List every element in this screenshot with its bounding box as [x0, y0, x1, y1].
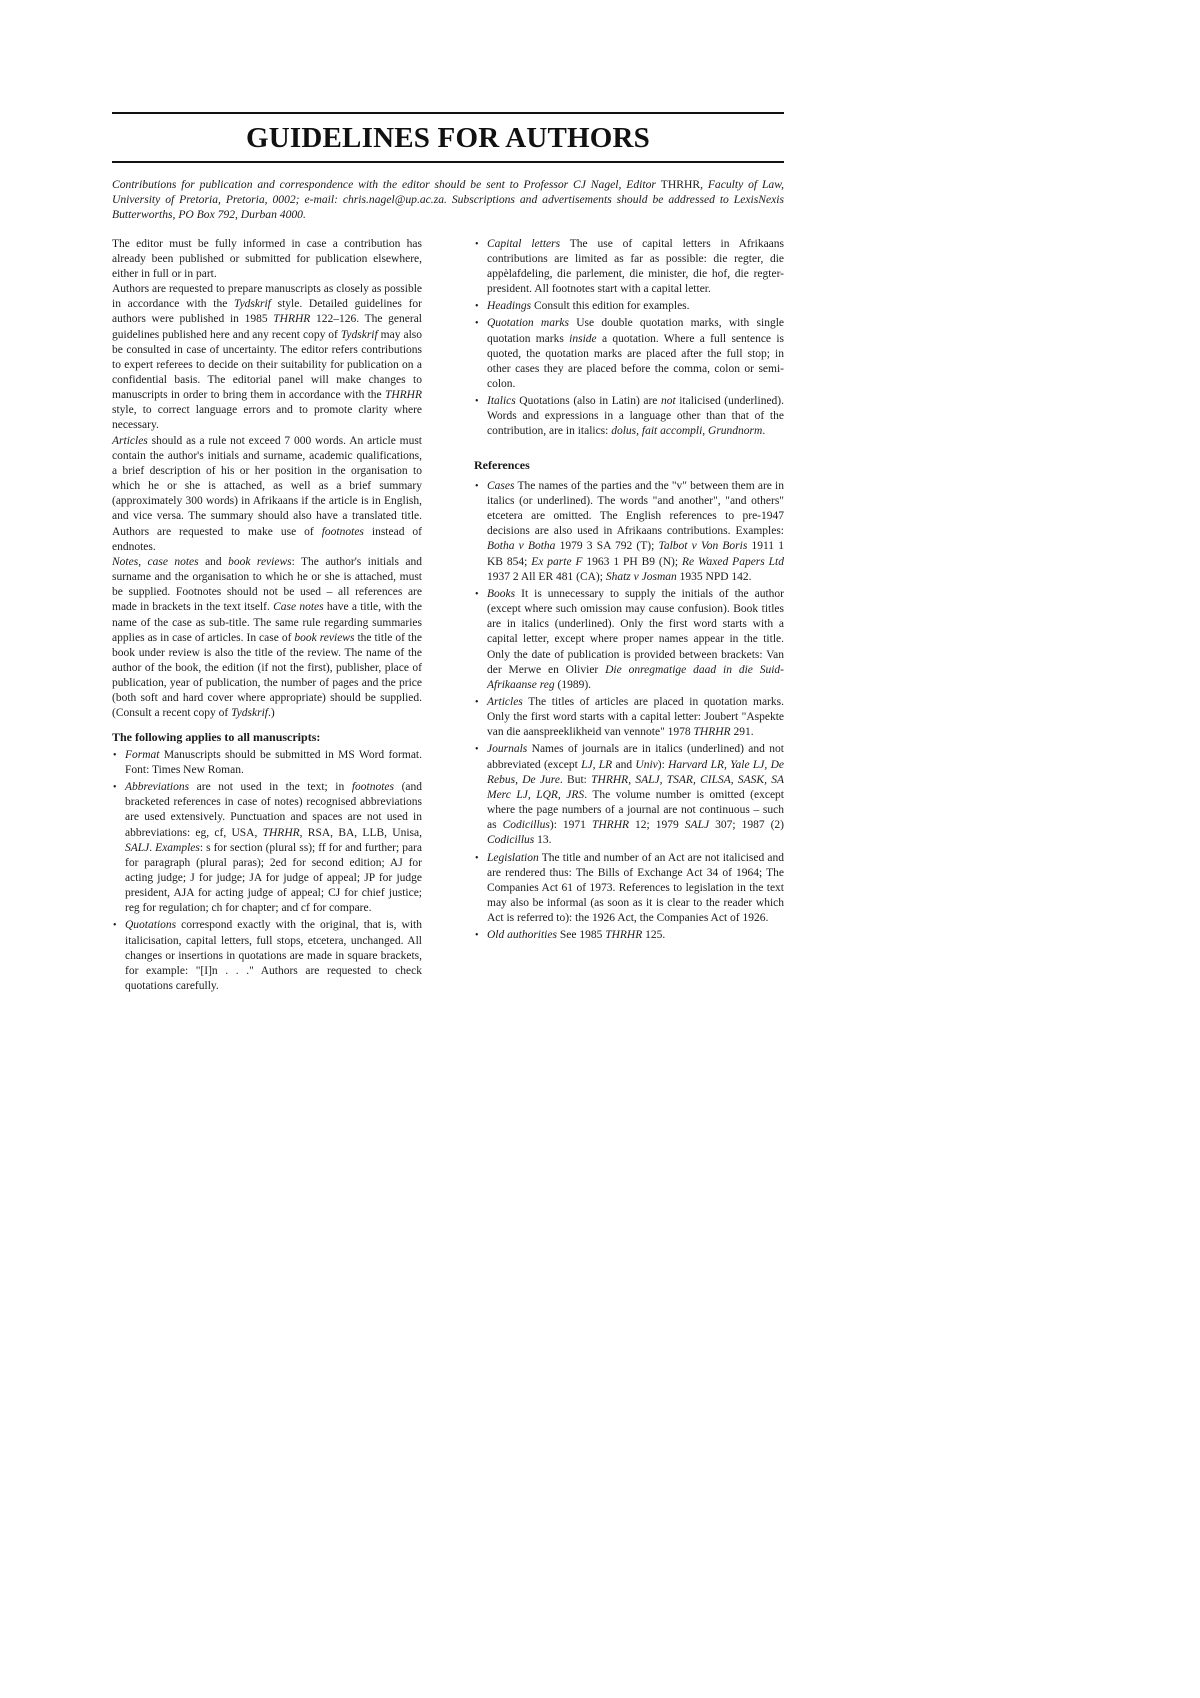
bullet-icon: • [475, 238, 479, 250]
right-column [474, 237, 784, 997]
top-rule [112, 112, 784, 114]
list-item-articles: • Articles The titles of articles are placed in quotation marks. Only the first word starts with a capital letter: Joubert "Aspekte van die aanspreeklikheid van vennote" 1978 THRHR 291. [475, 695, 784, 739]
bullet-icon: • [475, 930, 479, 942]
bullet-icon: • [113, 920, 117, 932]
heading-references: References [474, 457, 530, 472]
bullet-icon: • [475, 696, 479, 708]
style-rules-list [474, 237, 784, 440]
paragraph-prior-publication: The editor must be fully informed in case a contribution has already been published or submitted for publication elsewhere, either in full or in part. [112, 237, 422, 280]
list-item-legislation: • Legislation The title and number of an Act are not italicised and are rendered thus: The Bills of Exchange Act 34 of 1964; The Companies Act 61 of 1973. References to legislation in the text may also be informal (as soon as it is clear to the reader which Act is referred to): the 1926 Act, the Companies Act of 1926. [475, 851, 784, 925]
list-item-cases: • Cases The names of the parties and the "v" between them are in italics (or underlined). The words "and another", "and others" etcetera are omitted. The English references to pre-1947 decisions are also used in Afrikaans contributions. Examples: Botha v Botha 1979 3 SA 792 (T); Talbot v Von Boris 1911 1 KB 854; Ex parte F 1963 1 PH B9 (N); Re Waxed Papers Ltd 1937 2 All ER 481 (CA); Shatz v Josman 1935 NPD 142. [475, 479, 784, 583]
list-item-books: • Books It is unnecessary to supply the initials of the author (except where such omission may cause confusion). Book titles are in italics (underlined). Only the first word starts with a capital letter, except where proper names appear in the title. Only the date of publication is provided between brackets: Van der Merwe en Olivier Die onregmatige daad in die Suid-Afrikaanse reg (1989). [475, 587, 784, 691]
bullet-icon: • [113, 782, 117, 794]
page-title: GUIDELINES FOR AUTHORS [245, 122, 651, 154]
list-item-quotations: • Quotations correspond exactly with the original, that is, with italicisation, capital letters, full stops, etcetera, unchanged. All changes or insertions in quotations are made in square brackets, for example: "[I]n . . ." Authors are requested to check quotations carefully. [113, 919, 422, 993]
manuscript-rules-list [112, 748, 422, 995]
bullet-icon: • [475, 852, 479, 864]
bullet-icon: • [475, 744, 479, 756]
paragraph-notes-reviews: Notes, case notes and book reviews: The author's initials and surname and the organisation to which he or she is attached, must be supplied. Footnotes should not be used – all references are made in brackets in the text itself. Case notes have a title, with the name of the case as sub-title. The same rule regarding summaries applies as in case of articles. In case of book reviews the title of the book under review is also the title of the review. The name of the author of the book, the edition (if not the first), publisher, place of publication, year of publication, the number of pages and the price (both soft and hard cover where appropriate) should be supplied. (Consult a recent copy of Tydskrif.) [112, 555, 423, 720]
left-column [112, 237, 422, 997]
list-item-quotation-marks: • Quotation marks Use double quotation marks, with single quotation marks inside a quotation. Where a full sentence is quoted, the quotation marks are placed after the full stop; in other cases they are placed before the comma, colon or semi-colon. [475, 317, 785, 391]
list-item-journals: • Journals Names of journals are in italics (underlined) and not abbreviated (except LJ, LR and Univ): Harvard LR, Yale LJ, De Rebus, De Jure. But: THRHR, SALJ, TSAR, CILSA, SASK, SA Merc LJ, LQR, JRS. The volume number is omitted (except where the page numbers of a journal are not continuous – such as Codicillus): 1971 THRHR 12; 1979 SALJ 307; 1987 (2) Codicillus 13. [475, 743, 785, 847]
paragraph-articles: Articles should as a rule not exceed 7 000 words. An article must contain the author's initials and surname, academic qualifications, a brief description of his or her position in the organisation to which he or she is attached, as well as a brief summary (approximately 300 words) in Afrikaans if the article is in English, and vice versa. The summary should also have a translated title. Authors are requested to make use of footnotes instead of endnotes. [112, 434, 423, 553]
list-item-italics: • Italics Quotations (also in Latin) are not italicised (underlined). Words and expressions in a language other than that of the contribution, are in italics: dolus, fait accompli, Grundnorm. [475, 395, 784, 438]
references-list [474, 479, 784, 944]
document-page [112, 112, 784, 996]
bullet-icon: • [475, 588, 479, 600]
list-item-format: • Format Manuscripts should be submitted in MS Word format. Font: Times New Roman. [113, 748, 422, 776]
bullet-icon: • [475, 318, 479, 330]
list-item-capital-letters: • Capital letters The use of capital letters in Afrikaans contributions are limited as far as possible: die regter, die appèlafdeling, die parlement, die minister, die hof, die regter-president. All footnotes start with a capital letter. [475, 237, 785, 296]
title-rule [112, 161, 784, 163]
list-item-old-authorities: • Old authorities See 1985 THRHR 125. [474, 928, 784, 943]
two-column-body [112, 237, 784, 997]
paragraph-style-guidelines: Authors are requested to prepare manuscripts as closely as possible in accordance with the Tydskrif style. Detailed guidelines for authors were published in 1985 THRHR 122–126. The general guidelines published here and any recent copy of Tydskrif may also be consulted in case of uncertainty. The editor refers contributions to expert referees to decide on their suitability for publication on a confidential basis. The editorial panel will make changes to manuscripts in order to bring them in accordance with the THRHR style, to correct language errors and to promote clarity where necessary. [112, 283, 422, 432]
heading-manuscripts: The following applies to all manuscripts: [112, 729, 321, 744]
bullet-icon: • [475, 301, 479, 313]
bullet-icon: • [113, 749, 117, 761]
list-item-headings: • Headings Consult this edition for examples. [474, 299, 784, 314]
bullet-icon: • [475, 480, 479, 492]
list-item-abbreviations: • Abbreviations are not used in the text; in footnotes (and bracketed references in case of notes) recognised abbreviations are used extensively. Punctuation and spaces are not used in abbreviations: eg, cf, USA, THRHR, RSA, BA, LLB, Unisa, SALJ. Examples: s for section (plural ss); ff for and further; para for paragraph (plural paras); 2ed for second edition; AJ for acting judge; J for judge; JA for judge of appeal; JP for judge president, AJA for acting judge of appeal; CJ for chief justice; reg for regulation; ch for chapter; and cf for compare. [113, 781, 422, 915]
bullet-icon: • [475, 396, 479, 408]
intro-paragraph: Contributions for publication and correspondence with the editor should be sent to Professor CJ Nagel, Editor THRHR, Faculty of Law, University of Pretoria, Pretoria, 0002; e-mail: chris.nagel@up.ac.za. Subscriptions and advertisements should be addressed to LexisNexis Butterworths, PO Box 792, Durban 4000. [112, 178, 784, 222]
